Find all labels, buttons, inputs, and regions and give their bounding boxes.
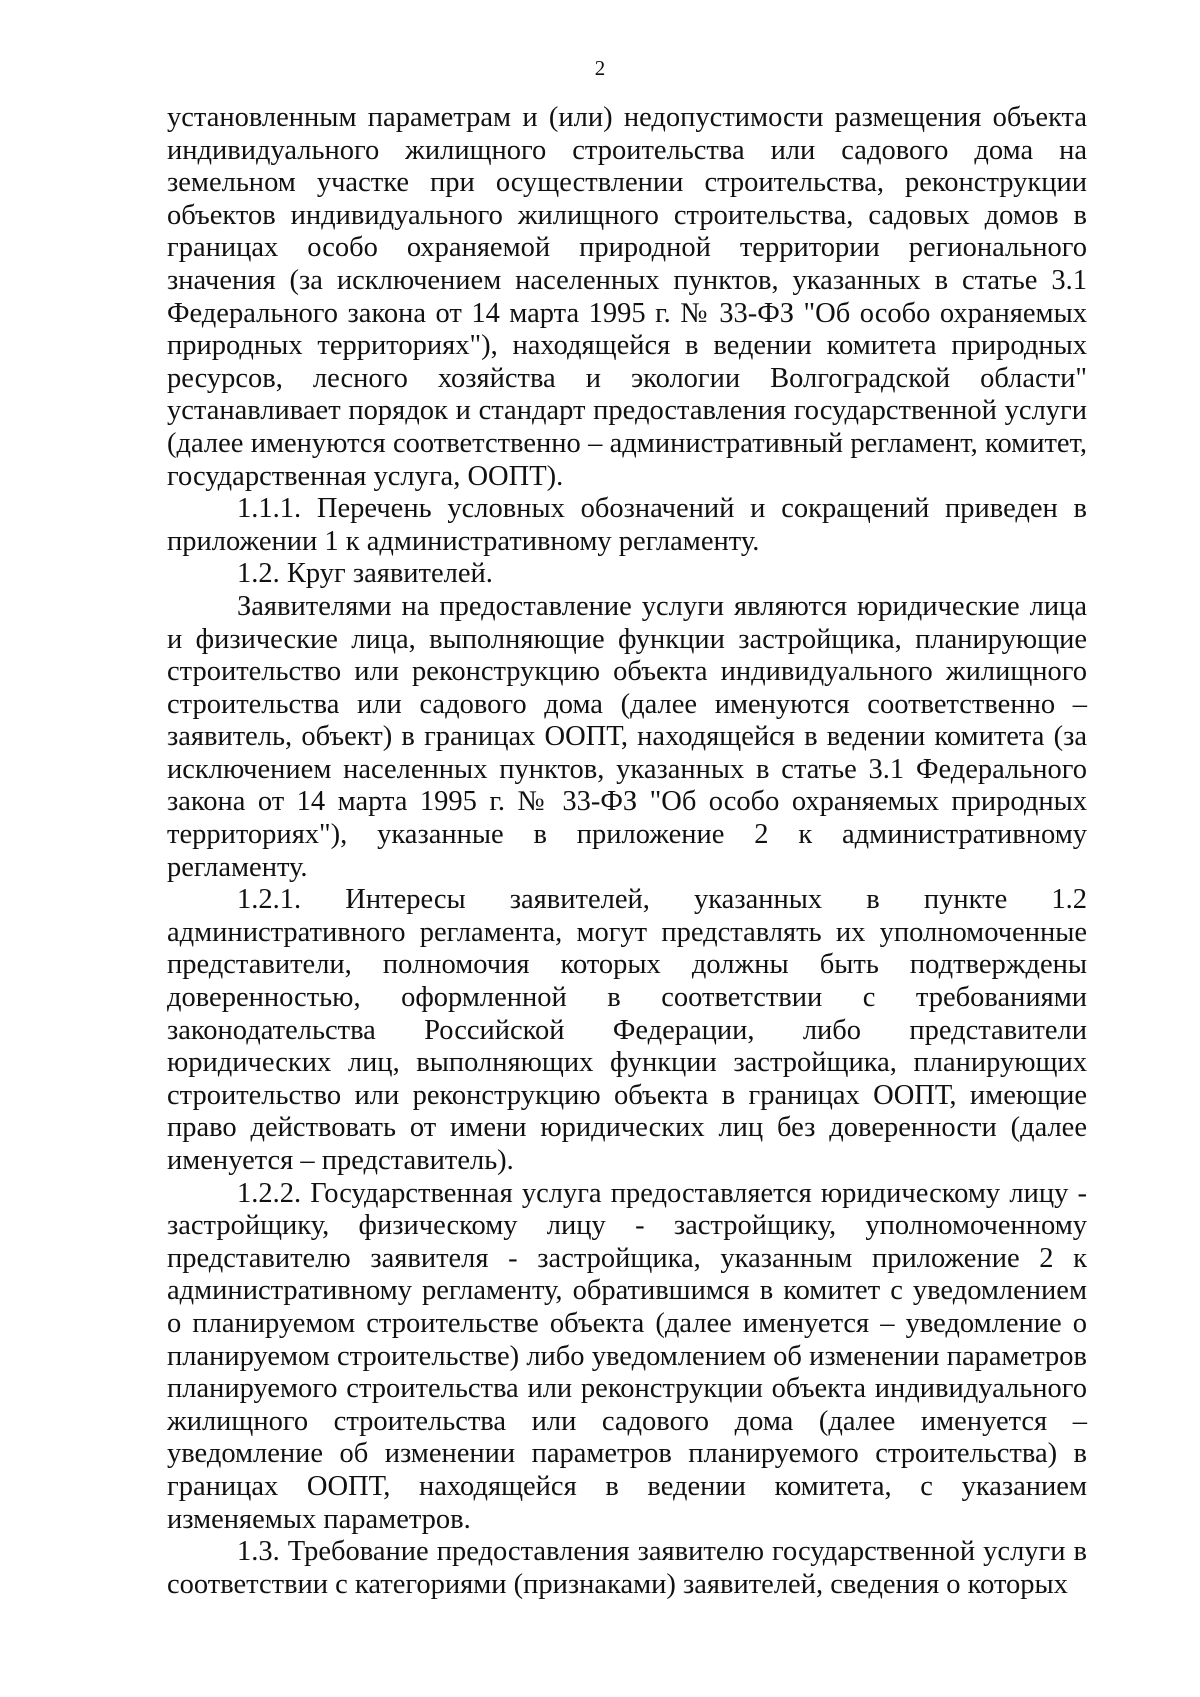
paragraph-1-2-heading: 1.2. Круг заявителей. xyxy=(237,558,493,590)
paragraph-intro-continuation: установленным параметрам и (или) недопустимости размещения объекта индивидуального жилищного строительства или садового дома на земельном участке при осуществлении строительства, реконструкции объектов индивидуального жилищного строительства, садовых домов в границах особо охраняемой природной территории регионального значения (за исключением населенных пунктов, указанных в статье 3.1 Федерального закона от 14 марта 1995 г. № 33-ФЗ "Об особо охраняемых природных территориях"), находящейся в ведении комитета природных ресурсов, лесного хозяйства и экологии Волгоградской области" устанавливает порядок и стандарт предоставления государственной услуги (далее именуются соответственно – административный регламент, комитет, государственная услуга, ООПТ). xyxy=(167,102,1087,492)
paragraph-1-2-2: 1.2.2. Государственная услуга предоставляется юридическому лицу - застройщику, физическому лицу - застройщику, уполномоченному представителю заявителя - застройщика, указанным приложение 2 к административному регламенту, обратившимся в комитет с уведомлением о планируемом строительстве объекта (далее именуется – уведомление о планируемом строительстве) либо уведомлением об изменении параметров планируемого строительства или реконструкции объекта индивидуального жилищного строительства или садового дома (далее именуется – уведомление об изменении параметров планируемого строительства) в границах ООПТ, находящейся в ведении комитета, с указанием изменяемых параметров. xyxy=(167,1177,1087,1535)
paragraph-1-3: 1.3. Требование предоставления заявителю государственной услуги в соответствии с категориями (признаками) заявителей, сведения о которых xyxy=(167,1536,1087,1600)
document-body xyxy=(167,102,1087,1601)
paragraph-applicants: Заявителями на предоставление услуги являются юридические лица и физические лица, выполняющие функции застройщика, планирующие строительство или реконструкцию объекта индивидуального жилищного строительства или садового дома (далее именуются соответственно – заявитель, объект) в границах ООПТ, находящейся в ведении комитета (за исключением населенных пунктов, указанных в статье 3.1 Федерального закона от 14 марта 1995 г. № 33-ФЗ "Об особо охраняемых природных территориях"), указанные в приложение 2 к административному регламенту. xyxy=(167,590,1087,883)
page-number: 2 xyxy=(594,56,606,80)
paragraph-1-2-1: 1.2.1. Интересы заявителей, указанных в пункте 1.2 административного регламента, могут представлять их уполномоченные представители, полномочия которых должны быть подтверждены доверенностью, оформленной в соответствии с требованиями законодательства Российской Федерации, либо представители юридических лиц, выполняющих функции застройщика, планирующих строительство или реконструкцию объекта в границах ООПТ, имеющие право действовать от имени юридических лиц без доверенности (далее именуется – представитель). xyxy=(167,884,1087,1176)
paragraph-1-1-1: 1.1.1. Перечень условных обозначений и сокращений приведен в приложении 1 к административному регламенту. xyxy=(167,493,1087,557)
